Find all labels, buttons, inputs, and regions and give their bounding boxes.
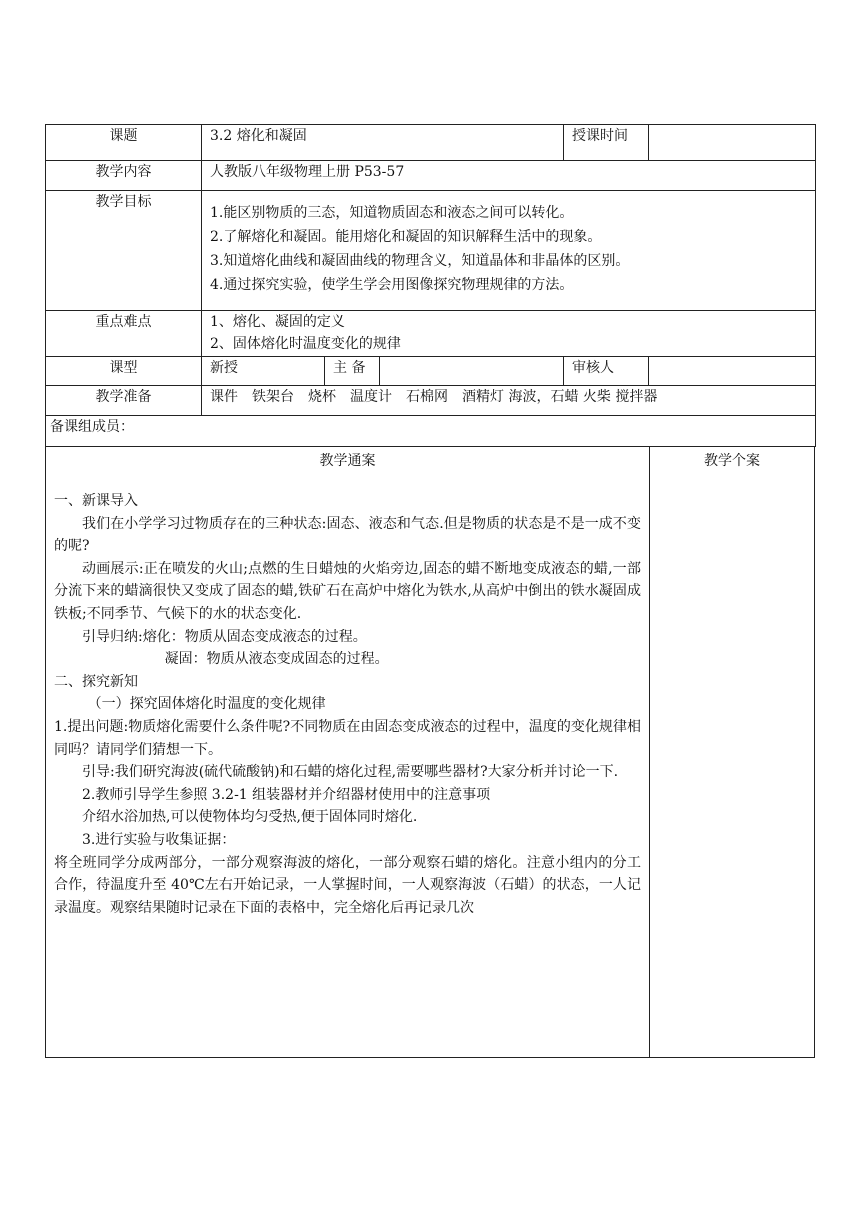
paragraph: 2.教师引导学生参照 3.2-1 组装器材并介绍器材使用中的注意事项	[82, 786, 491, 803]
topic-label: 课题	[46, 125, 202, 161]
paragraph: 凝固：物质从液态变成固态的过程。	[164, 651, 389, 668]
time-label: 授课时间	[564, 125, 649, 161]
paragraph: 3.进行实验与收集证据：	[82, 831, 236, 848]
individual-plan-header: 教学个案	[704, 453, 760, 469]
group-members-label: 备课组成员：	[46, 416, 816, 447]
section-heading: 一、新课导入	[54, 493, 138, 509]
goal-item: 4.通过探究实验，使学生学会用图像探究物理规律的方法。	[210, 277, 574, 293]
paragraph: 引导:我们研究海波(硫代硫酸钠)和石蜡的熔化过程,需要哪些器材?大家分析并讨论一下.	[82, 764, 619, 781]
common-plan-text	[54, 490, 641, 919]
lesson-type-value: 新授	[202, 357, 325, 386]
reviewer-label: 审核人	[564, 357, 649, 386]
topic-value: 3.2 熔化和凝固	[202, 125, 564, 161]
goal-item: 2.了解熔化和凝固。能用熔化和凝固的知识解释生活中的现象。	[210, 229, 602, 245]
key-points-label: 重点难点	[46, 311, 202, 357]
individual-plan-column	[650, 446, 814, 1057]
prep-person-label: 主 备	[325, 357, 380, 386]
goal-item: 3.知道熔化曲线和凝固曲线的物理含义，知道晶体和非晶体的区别。	[210, 253, 630, 269]
paragraph: 将全班同学分成两部分，一部分观察海波的熔化，一部分观察石蜡的熔化。注意小组内的分工合作，待温度升至 40℃左右开始记录，一人掌握时间，一人观察海波（石蜡）的状态，一人记录温度。观察结果随时记录在下面的表格中，完全熔化后再记录几次	[54, 854, 641, 916]
section-heading: 二、探究新知	[54, 673, 138, 690]
paragraph: 引导归纳:熔化：物质从固态变成液态的过程。	[82, 628, 367, 645]
materials-label: 教学准备	[46, 386, 202, 416]
common-plan-header: 教学通案	[319, 453, 376, 469]
content-value: 人教版八年级物理上册 P53-57	[202, 161, 816, 191]
key-point-item: 2、固体熔化时温度变化的规律	[210, 336, 401, 352]
goal-item: 1.能区别物质的三态，知道物质固态和液态之间可以转化。	[210, 205, 574, 221]
goals-list	[202, 191, 816, 311]
reviewer-value	[649, 357, 816, 386]
subsection-heading: （一）探究固体熔化时温度的变化规律	[87, 696, 326, 713]
key-points-list	[202, 311, 816, 357]
prep-person-value	[380, 357, 564, 386]
lesson-info-table	[45, 124, 815, 447]
lesson-type-label: 课型	[46, 357, 202, 386]
goals-label: 教学目标	[46, 191, 202, 311]
content-label: 教学内容	[46, 161, 202, 191]
key-point-item: 1、熔化、凝固的定义	[210, 314, 345, 330]
paragraph: 动画展示:正在喷发的火山;点燃的生日蜡烛的火焰旁边,固态的蜡不断地变成液态的蜡,一部分流下来的蜡滴很快又变成了固态的蜡,铁矿石在高炉中熔化为铁水,从高炉中倒出的铁水凝固成铁板;不同季节、气候下的水的状态变化.	[54, 560, 641, 622]
time-value	[649, 125, 816, 161]
common-plan-column	[46, 446, 650, 1057]
paragraph: 介绍水浴加热,可以使物体均匀受热,便于固体同时熔化.	[82, 809, 418, 826]
paragraph: 1.提出问题:物质熔化需要什么条件呢?不同物质在由固态变成液态的过程中，温度的变化规律相同吗？请同学们猜想一下。	[54, 718, 641, 758]
paragraph: 我们在小学学习过物质存在的三种状态:固态、液态和气态.但是物质的状态是不是一成不变的呢?	[54, 515, 641, 555]
materials-value: 课件 铁架台 烧杯 温度计 石棉网 酒精灯 海波，石蜡 火柴 搅拌器	[202, 386, 816, 416]
lesson-plan-body	[45, 446, 815, 1058]
